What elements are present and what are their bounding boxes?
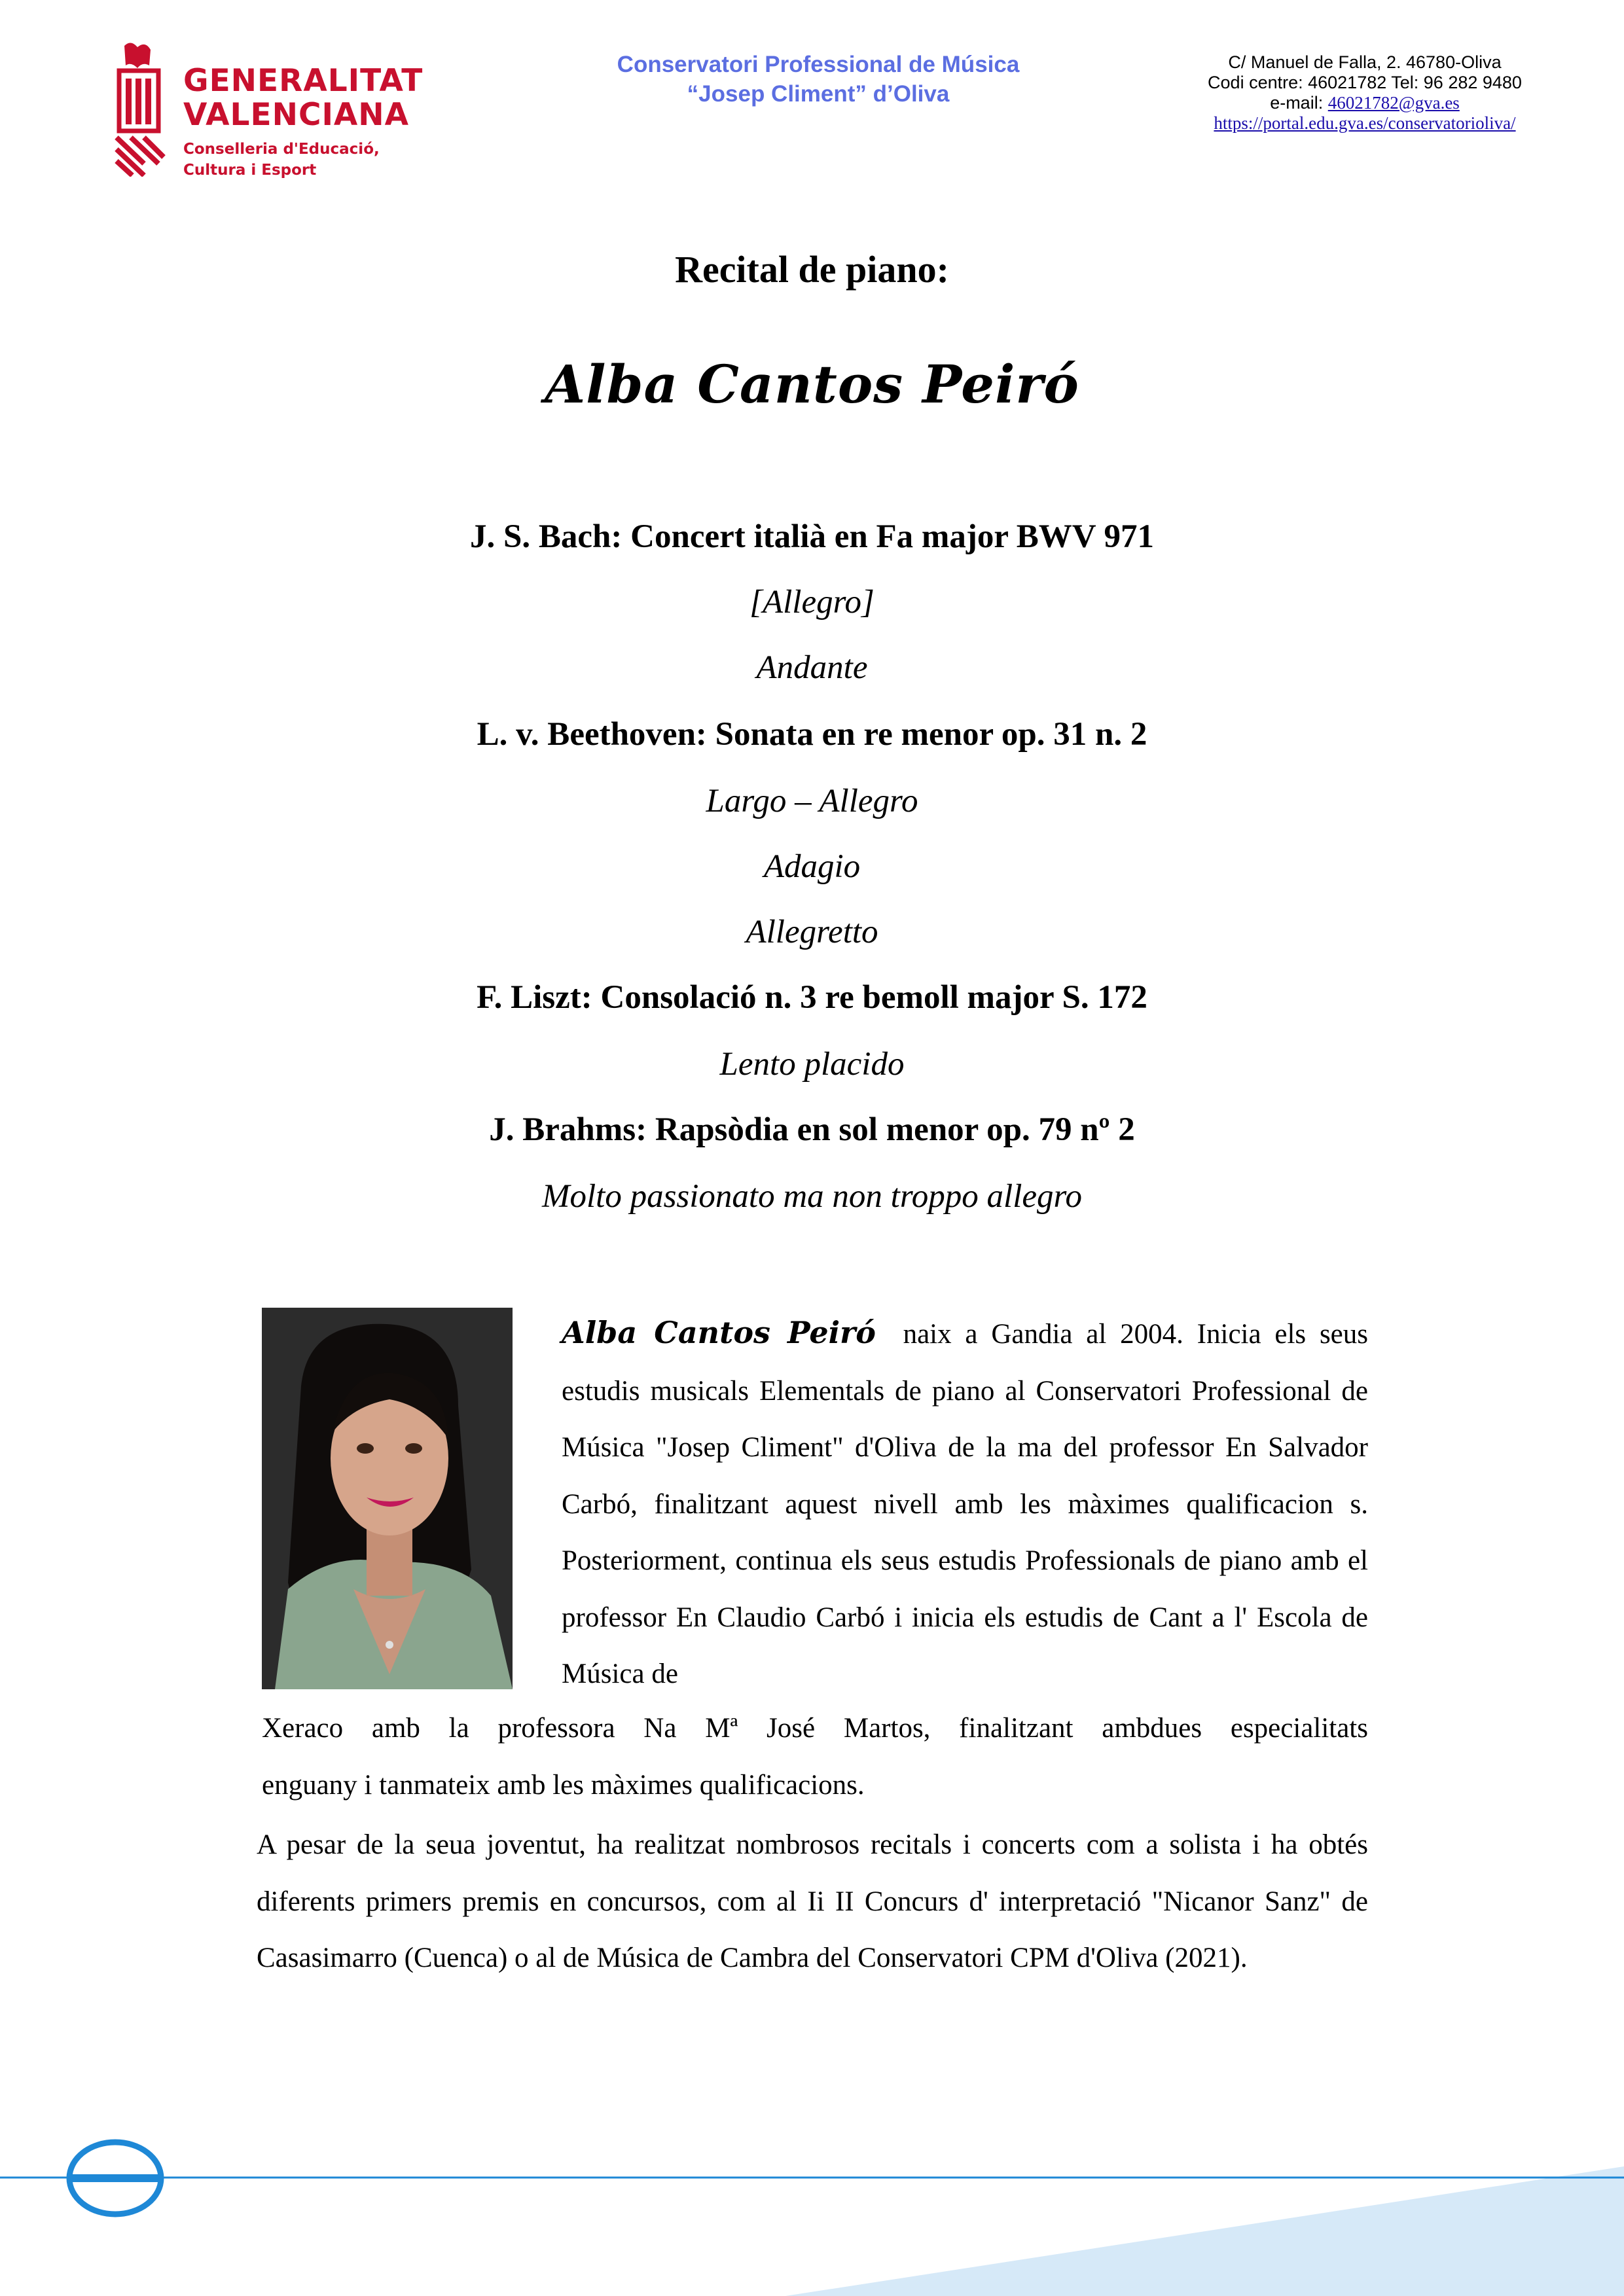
logo-name-line1: GENERALITAT xyxy=(183,63,424,99)
logo-dept-line2: Cultura i Esport xyxy=(183,162,317,179)
contact-email-row xyxy=(1152,93,1578,113)
performer-name: Alba Cantos Peiró xyxy=(545,353,1079,415)
program-item-2: [Allegro] xyxy=(749,584,875,620)
school-line2: “Josep Climent” d’Oliva xyxy=(687,81,950,107)
bio-line-9: enguany i tanmateix amb les màximes qualificacions. xyxy=(262,1769,865,1801)
bio-line-8: Xeraco amb la professora Na Mª José Martos, finalitzant ambdues especialitats xyxy=(262,1713,1368,1744)
school-line1: Conservatori Professional de Música xyxy=(617,52,1020,77)
logo-name xyxy=(183,64,423,132)
bio-paragraph-1-continued xyxy=(262,1700,1368,1814)
program-item-4: L. v. Beethoven: Sonata en re menor op. 31 n. 2 xyxy=(477,716,1147,753)
contact-address: C/ Manuel de Falla, 2. 46780-Oliva xyxy=(1228,52,1502,72)
bio-paragraph-1 xyxy=(562,1304,1368,1703)
performer-photo xyxy=(262,1308,513,1689)
email-link[interactable]: 46021782@gva.es xyxy=(1327,93,1460,113)
contact-block xyxy=(1152,52,1578,134)
program-item-1: J. S. Bach: Concert italià en Fa major BWV 971 xyxy=(470,518,1154,555)
bio-name: Alba Cantos Peiró xyxy=(562,1315,876,1350)
coat-of-arms-icon xyxy=(111,39,170,177)
program-item-3: Andante xyxy=(756,649,868,686)
program-item-10: J. Brahms: Rapsòdia en sol menor op. 79 nº 2 xyxy=(489,1111,1135,1148)
footer-decoration xyxy=(0,2121,1624,2296)
program-item-5: Largo – Allegro xyxy=(706,783,918,819)
logo-department xyxy=(183,139,380,181)
program-item-11: Molto passionato ma non troppo allegro xyxy=(542,1178,1082,1215)
generalitat-logo xyxy=(111,39,425,196)
bio-text-top: naix a Gandia al 2004. Inicia els seus estudis musicals Elementals de piano al Conservatori Professional de Música "Josep Climent" d'Oliva de la ma del professor En Salvador Carbó, finalitzant aquest nivell amb les màximes qualificacion s. Posteriorment, continua els seus estudis Professionals de piano amb el professor En Claudio Carbó i inicia els estudis de Cant a l' Escola de Música de xyxy=(562,1319,1368,1689)
contact-codes: Codi centre: 46021782 Tel: 96 282 9480 xyxy=(1208,73,1522,92)
logo-name-line2: VALENCIANA xyxy=(183,97,410,133)
recital-title: Recital de piano: xyxy=(675,248,949,291)
website-link[interactable]: https://portal.edu.gva.es/conservatorioliva/ xyxy=(1214,113,1516,133)
program-item-9: Lento placido xyxy=(719,1046,905,1083)
program-item-8: F. Liszt: Consolació n. 3 re bemoll major S. 172 xyxy=(477,979,1147,1016)
bio-paragraph-2: A pesar de la seua joventut, ha realitzat nombrosos recitals i concerts com a solista i ha obtés diferents primers premis en concursos, com al Ii II Concurs d' interpretació "Nicanor Sanz" de Casasimarro (Cuenca) o al de Música de Cambra del Conservatori CPM d'Oliva (2021). xyxy=(257,1829,1368,1973)
logo-dept-line1: Conselleria d'Educació, xyxy=(183,141,380,158)
email-label: e-mail: xyxy=(1270,93,1324,113)
program-item-6: Adagio xyxy=(763,848,861,885)
portrait-image xyxy=(262,1308,513,1689)
program-item-7: Allegretto xyxy=(746,914,878,950)
school-name xyxy=(556,50,1080,109)
